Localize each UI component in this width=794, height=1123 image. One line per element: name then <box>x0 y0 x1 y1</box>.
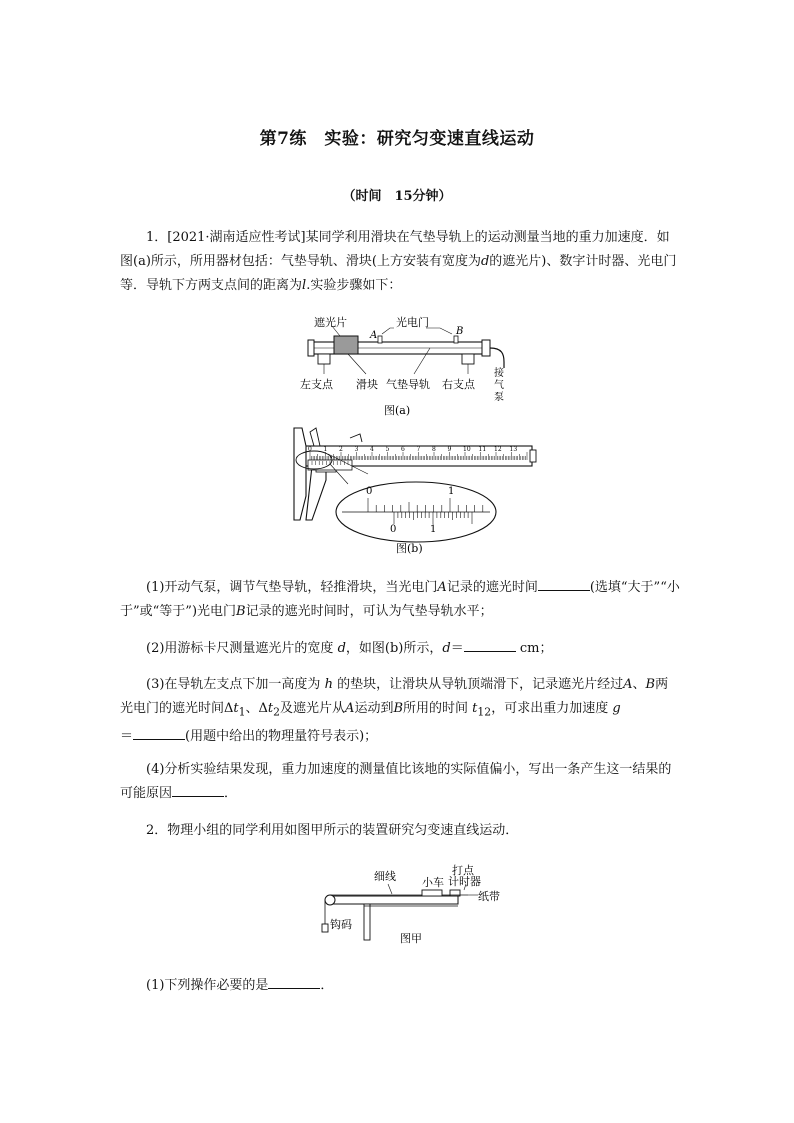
figure-b-vernier-caliper <box>272 424 542 556</box>
label-gate: 光电门 <box>396 316 429 329</box>
pulley <box>325 895 335 905</box>
label-a: A <box>370 330 378 341</box>
zoom-vern-1: 1 <box>430 524 437 535</box>
label-shade: 遮光片 <box>314 316 347 329</box>
track-board <box>328 896 458 904</box>
q2-step-1: (1)下列操作必要的是 ． <box>120 974 680 998</box>
q2-intro: 2．物理小组的同学利用如图甲所示的装置研究匀变速直线运动． <box>146 823 519 838</box>
label-b: B <box>456 326 464 337</box>
label-right-support: 右支点 <box>442 378 475 391</box>
label-string: 细线 <box>374 870 396 883</box>
answer-blank-1[interactable] <box>538 576 590 591</box>
main-scale-number: 8 <box>432 446 436 453</box>
label-slider: 滑块 <box>356 378 378 391</box>
main-scale-number: 10 <box>463 446 471 453</box>
label-rail: 气垫导轨 <box>386 378 430 391</box>
zoom-main-0: 0 <box>366 486 373 497</box>
slider-block <box>334 336 358 354</box>
page-title: 第7练 实验：研究匀变速直线运动 <box>259 129 535 149</box>
label-timer: 打点计时器 <box>448 864 481 888</box>
main-scale-number: 13 <box>509 446 518 453</box>
main-scale-number: 2 <box>339 446 343 453</box>
answer-blank-3[interactable] <box>133 725 185 740</box>
zoom-vern-0: 0 <box>390 524 397 535</box>
answer-blank-5[interactable] <box>268 974 320 989</box>
main-scale-number: 4 <box>370 446 374 453</box>
photogate-b <box>454 336 458 343</box>
main-scale-number: 6 <box>401 446 405 453</box>
q1-step-4: (4)分析实验结果发现，重力加速度的测量值比该地的实际值偏小，写出一条产生这一结果的可能原因 ． <box>120 762 672 801</box>
figure-jia-cart-setup <box>318 862 508 946</box>
q1-intro: 1．[2021·湖南适应性考试]某同学利用滑块在气垫导轨上的运动测量当地的重力加速度．如图(a)所示，所用器材包括：气垫导轨、滑块(上方安装有宽度为d的遮光片)、数字计时器、光电门等．导轨下方两支点间的距离为l.实验步骤如下： <box>120 230 677 293</box>
label-cart: 小车 <box>422 876 444 889</box>
label-tape: 纸带 <box>478 890 500 903</box>
label-weight: 钩码 <box>330 918 352 931</box>
main-scale-number: 1 <box>323 446 328 453</box>
answer-blank-2[interactable] <box>464 637 516 652</box>
main-scale-number: 9 <box>447 446 452 453</box>
hook-weight <box>322 924 328 932</box>
label-left-support: 左支点 <box>300 378 333 391</box>
figure-a-air-track <box>290 312 520 420</box>
caption-b: 图(b) <box>396 542 423 555</box>
main-scale-number: 11 <box>478 446 487 453</box>
time-limit: （时间 15分钟） <box>342 189 452 204</box>
label-pump: 接气泵 <box>494 368 504 403</box>
cart <box>422 890 442 896</box>
answer-blank-4[interactable] <box>172 782 224 797</box>
main-scale-number: 5 <box>385 446 390 453</box>
q1-step-3: (3)在导轨左支点下加一高度为 h 的垫块，让滑块从导轨顶端滑下，记录遮光片经过A、B两光电门的遮光时间$\Delta t_1$、$\Delta t_2$及遮光片从A运动到B所用的时间 $t_{12}$，可求出重力加速度 g ＝ (用题中给出的物理量符号表示)； <box>120 677 669 744</box>
q1-step-1: (1)开动气泵，调节气垫导轨，轻推滑块，当光电门A记录的遮光时间 (选填“大于”“小于”或“等于”)光电门B记录的遮光时间时，可认为气垫导轨水平； <box>120 576 680 624</box>
q1-step-2: (2)用游标卡尺测量遮光片的宽度 d，如图(b)所示，d＝ cm； <box>120 637 680 661</box>
caption-jia: 图甲 <box>400 932 422 945</box>
main-scale-number: 12 <box>494 446 502 453</box>
zoom-main-1: 1 <box>448 486 455 497</box>
main-scale-number: 7 <box>416 446 421 453</box>
photogate-a <box>378 336 382 343</box>
main-scale-number: 3 <box>354 446 359 453</box>
caption-a: 图(a) <box>384 404 411 417</box>
main-scale-number: 0 <box>308 446 312 453</box>
